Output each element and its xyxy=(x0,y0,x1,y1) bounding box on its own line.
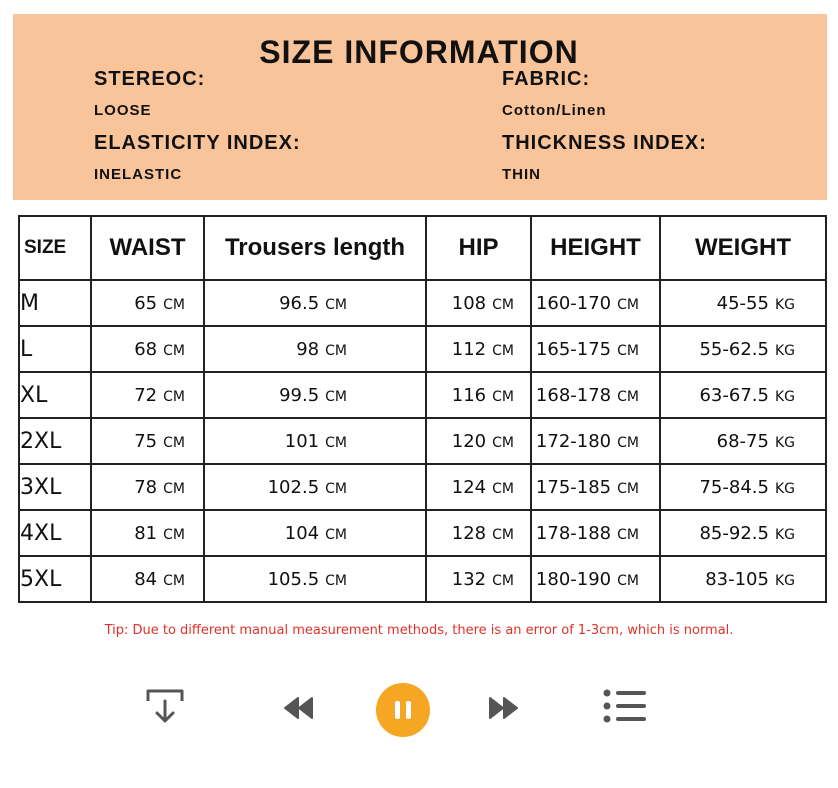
height-cell xyxy=(531,326,660,372)
pause-button[interactable] xyxy=(376,683,430,737)
column-header-height: HEIGHT xyxy=(531,216,660,280)
table-row xyxy=(19,418,826,464)
column-header-weight: WEIGHT xyxy=(660,216,826,280)
unit-label: CM xyxy=(492,526,514,543)
unit-label: CM xyxy=(163,342,185,359)
hip-value: 108 xyxy=(451,292,487,314)
hip-value: 120 xyxy=(451,430,487,452)
attr-label-elasticity: ELASTICITY INDEX: xyxy=(94,132,301,154)
rewind-icon xyxy=(282,696,314,720)
waist-cell xyxy=(91,464,204,510)
weight-cell xyxy=(660,556,826,602)
weight-value: 55-62.5 xyxy=(699,338,769,360)
waist-cell xyxy=(91,418,204,464)
size-cell: 4XL xyxy=(19,510,91,556)
height-cell xyxy=(531,418,660,464)
unit-label: CM xyxy=(617,526,639,543)
attr-value-stereoc: LOOSE xyxy=(94,102,152,119)
weight-cell xyxy=(660,464,826,510)
download-icon xyxy=(144,687,186,725)
column-header-waist: WAIST xyxy=(91,216,204,280)
unit-label: KG xyxy=(774,342,795,359)
height-value: 172-180 xyxy=(535,430,612,452)
fast-forward-button[interactable] xyxy=(486,692,522,724)
unit-label: CM xyxy=(492,342,514,359)
weight-cell xyxy=(660,372,826,418)
unit-label: KG xyxy=(774,296,795,313)
length-value: 105.5 xyxy=(267,568,320,590)
attr-label-thickness: THICKNESS INDEX: xyxy=(502,132,707,154)
unit-label: CM xyxy=(163,296,185,313)
weight-value: 63-67.5 xyxy=(699,384,769,406)
unit-label: CM xyxy=(325,342,347,359)
unit-label: CM xyxy=(617,572,639,589)
hip-value: 116 xyxy=(451,384,487,406)
waist-cell xyxy=(91,556,204,602)
height-cell xyxy=(531,464,660,510)
unit-label: KG xyxy=(774,526,795,543)
length-value: 99.5 xyxy=(279,384,320,406)
waist-cell xyxy=(91,280,204,326)
unit-label: CM xyxy=(617,480,639,497)
waist-cell xyxy=(91,510,204,556)
hip-cell xyxy=(426,464,531,510)
table-row xyxy=(19,326,826,372)
hip-cell xyxy=(426,280,531,326)
hip-cell xyxy=(426,372,531,418)
hip-value: 132 xyxy=(451,568,487,590)
unit-label: CM xyxy=(617,434,639,451)
attr-label-fabric: FABRIC: xyxy=(502,68,591,90)
attr-value-thickness: THIN xyxy=(502,166,541,183)
length-cell xyxy=(204,510,426,556)
length-value: 101 xyxy=(284,430,320,452)
unit-label: KG xyxy=(774,480,795,497)
hip-cell xyxy=(426,510,531,556)
size-cell: 5XL xyxy=(19,556,91,602)
unit-label: KG xyxy=(774,572,795,589)
waist-cell xyxy=(91,372,204,418)
playlist-button[interactable] xyxy=(600,686,650,726)
waist-value: 75 xyxy=(134,430,158,452)
unit-label: CM xyxy=(325,296,347,313)
weight-cell xyxy=(660,510,826,556)
unit-label: CM xyxy=(163,388,185,405)
weight-value: 45-55 xyxy=(716,292,769,314)
height-cell xyxy=(531,510,660,556)
attr-value-fabric: Cotton/Linen xyxy=(502,102,607,119)
length-cell xyxy=(204,418,426,464)
pause-icon xyxy=(392,699,414,721)
unit-label: CM xyxy=(492,434,514,451)
download-button[interactable] xyxy=(142,686,188,726)
size-cell: 3XL xyxy=(19,464,91,510)
weight-value: 83-105 xyxy=(705,568,769,590)
weight-value: 75-84.5 xyxy=(699,476,769,498)
height-cell xyxy=(531,280,660,326)
height-value: 180-190 xyxy=(535,568,612,590)
unit-label: CM xyxy=(492,572,514,589)
height-value: 168-178 xyxy=(535,384,612,406)
unit-label: CM xyxy=(163,572,185,589)
unit-label: CM xyxy=(325,434,347,451)
table-row xyxy=(19,464,826,510)
hip-value: 112 xyxy=(451,338,487,360)
waist-value: 84 xyxy=(134,568,158,590)
hip-cell xyxy=(426,418,531,464)
height-cell xyxy=(531,372,660,418)
unit-label: CM xyxy=(492,480,514,497)
unit-label: CM xyxy=(163,480,185,497)
measurement-tip: Tip: Due to different manual measurement methods, there is an error of 1-3cm, which is normal. xyxy=(104,623,734,638)
weight-value: 85-92.5 xyxy=(699,522,769,544)
height-value: 178-188 xyxy=(535,522,612,544)
unit-label: CM xyxy=(325,572,347,589)
height-value: 175-185 xyxy=(535,476,612,498)
waist-value: 72 xyxy=(134,384,158,406)
hip-cell xyxy=(426,326,531,372)
length-cell xyxy=(204,280,426,326)
length-cell xyxy=(204,464,426,510)
waist-value: 68 xyxy=(134,338,158,360)
page-title: SIZE INFORMATION xyxy=(259,34,579,70)
table-header-row xyxy=(19,216,826,280)
size-table xyxy=(18,215,827,603)
size-cell: XL xyxy=(19,372,91,418)
length-cell xyxy=(204,556,426,602)
unit-label: CM xyxy=(325,480,347,497)
column-header-size: SIZE xyxy=(19,216,91,280)
unit-label: CM xyxy=(163,434,185,451)
size-cell: L xyxy=(19,326,91,372)
weight-cell xyxy=(660,326,826,372)
unit-label: CM xyxy=(492,388,514,405)
unit-label: CM xyxy=(617,342,639,359)
height-value: 160-170 xyxy=(535,292,612,314)
height-value: 165-175 xyxy=(535,338,612,360)
hip-cell xyxy=(426,556,531,602)
rewind-button[interactable] xyxy=(280,692,316,724)
table-row xyxy=(19,372,826,418)
table-row xyxy=(19,556,826,602)
unit-label: KG xyxy=(774,434,795,451)
length-cell xyxy=(204,326,426,372)
unit-label: CM xyxy=(325,388,347,405)
waist-value: 65 xyxy=(134,292,158,314)
waist-cell xyxy=(91,326,204,372)
length-cell xyxy=(204,372,426,418)
weight-value: 68-75 xyxy=(716,430,769,452)
unit-label: KG xyxy=(774,388,795,405)
table-row xyxy=(19,280,826,326)
waist-value: 78 xyxy=(134,476,158,498)
unit-label: CM xyxy=(617,388,639,405)
unit-label: CM xyxy=(492,296,514,313)
size-cell: 2XL xyxy=(19,418,91,464)
hip-value: 128 xyxy=(451,522,487,544)
attr-label-stereoc: STEREOC: xyxy=(94,68,206,90)
hip-value: 124 xyxy=(451,476,487,498)
unit-label: CM xyxy=(325,526,347,543)
length-value: 96.5 xyxy=(279,292,320,314)
weight-cell xyxy=(660,418,826,464)
column-header-hip: HIP xyxy=(426,216,531,280)
unit-label: CM xyxy=(617,296,639,313)
fast-forward-icon xyxy=(488,696,520,720)
length-value: 104 xyxy=(284,522,320,544)
attr-value-elasticity: INELASTIC xyxy=(94,166,183,183)
column-header-trousers-length: Trousers length xyxy=(204,216,426,280)
length-value: 98 xyxy=(296,338,320,360)
list-icon xyxy=(602,689,648,723)
unit-label: CM xyxy=(163,526,185,543)
table-row xyxy=(19,510,826,556)
size-cell: M xyxy=(19,280,91,326)
length-value: 102.5 xyxy=(267,476,320,498)
waist-value: 81 xyxy=(134,522,158,544)
height-cell xyxy=(531,556,660,602)
weight-cell xyxy=(660,280,826,326)
